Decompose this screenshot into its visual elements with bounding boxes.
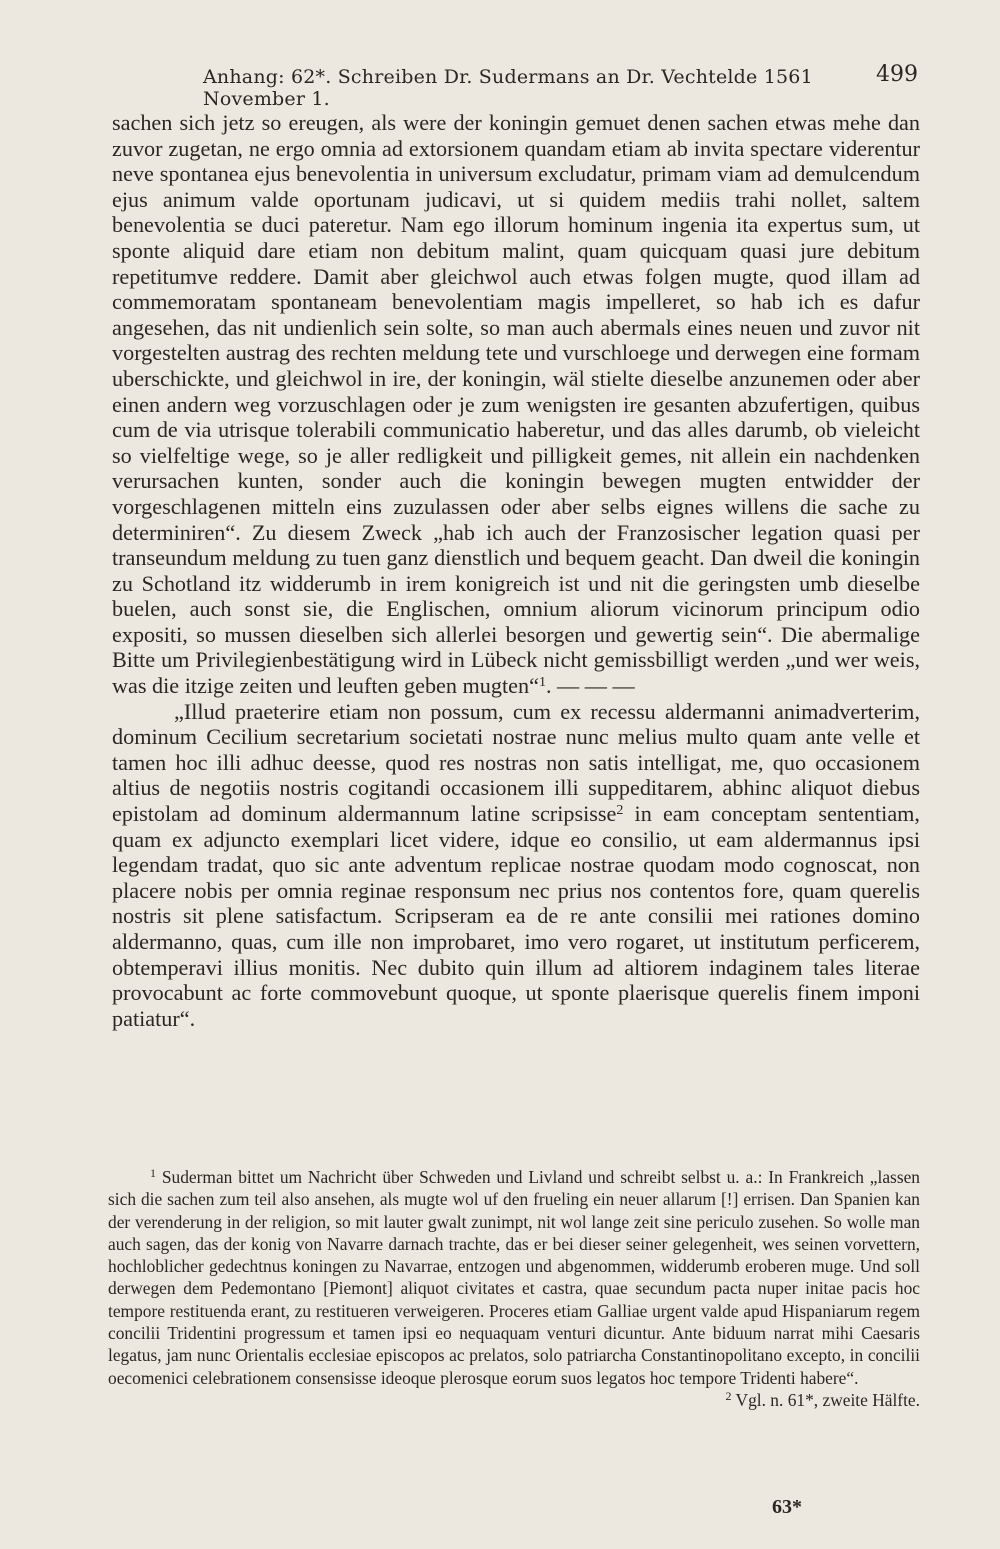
footnote-marker: 2 — [725, 1388, 732, 1403]
paragraph-text: in eam conceptam sententiam, quam ex adjuncto exemplari licet videre, idque eo consilio, ut eam aldermannus ipsi legendam tradat, quo sic ante adventum replicae nostrae quodam modo cognoscat, non placere nobis per omnia reginae responsum nec prius nos contentos fore, quam querelis nostris sit plene satisfactum. Scripseram ea de re ante consilii mei rationes domino aldermanno, quas, cum ille non improbaret, imo vero rogaret, ut institutum perficerem, obtemperavi illius monitis. Nec dubito quin illum ad altiorem indaginem tales literae provocabunt ac forte commovebunt quoque, ut sponte plaerisque querelis finem imponi patiatur“. — [112, 801, 920, 1031]
signature-mark: 63* — [772, 1496, 802, 1518]
paragraph — [112, 110, 920, 699]
page-number: 499 — [876, 62, 918, 87]
paragraph-tail: . — — — — [545, 673, 635, 699]
footnote-ref: 2 — [616, 803, 624, 819]
footnote-text: Suderman bittet um Nachricht über Schweden und Livland und schreibt selbst u. a.: In Frankreich „lassen sich die sachen zum teil also ansehen, als mugte wol uf den frueling ein neuer allarum [!] errisen. Dan Spanien kan der verenderung in der religion, so mit lauter gwalt zunimpt, nit wol lange zeit sine periculo zusehen. So wolle man auch sagen, das der konig von Navarre darnach trachte, das er bei dieser seiner gelegenheit, wes seinen vorvettern, hochloblicher gedechtnus koningen zu Navarrae, entzogen und abgenommen, widderumb eroberen muge. Und soll derwegen dem Pedemontano [Piemont] aliquot civitates et castra, quae secundum pacta nuper initae pacis hoc tempore restituenda erant, zu restitueren verweigeren. Proceres etiam Galliae urgent valde apud Hispaniarum regem concilii Tridentini progressum et tamen ipsi eo nequaquam venturi dicuntur. Ante biduum narrat mihi Caesaris legatus, jam nunc Orientalis ecclesiae episcopos ac prelatos, solo patriarcha Constantinopolitano excepto, in concilii oecomenici celebrationem consensisse ideoque plerosque eorum suos legatos hoc tempore Tridenti habere“. — [108, 1167, 920, 1388]
paragraph-text: sachen sich jetz so ereugen, als were der koningin gemuet denen sachen etwas mehe dan zuvor zugetan, ne ergo omnia ad extorsionem quandam etiam ab invita spectare viderentur neve spontanea ejus benevolentia in universum excludatur, primam viam ad demulcendum ejus animum valde oportunam judicavi, ut si quidem mediis trahi nollet, saltem benevolentia se duci pateretur. Nam ego illorum hominum ingenia ita expertus sum, ut sponte aliquid dare etiam non debitum malint, quam quicquam quasi jure debitum repetitumve reddere. Damit aber gleichwol auch etwas folgen mugte, quod illam ad commemoratam spontaneam benevolentiam magis impelleret, so hab ich es dafur angesehen, das nit undienlich sein solte, so man auch abermals eines neuen und zuvor nit vorgestelten austrag des rechten meldung tete und vurschloege und derwegen eine formam uberschickte, und gleichwol in ire, der koningin, wäl stielte dieselbe anzunemen oder aber einen andern weg vorzuschlagen oder je zum wenigsten ire gesanten abzufertigen, quibus cum de via utrisque tolerabili communicatio haberetur, und das alles darumb, ob vieleicht so vielfeltige wege, so je aller redligkeit und pilligkeit gemes, nit allein ein nachdenken verursachen kunten, sonder auch die koningin bewegen mugten entwidder der vorgeschlagenen mitteln eins zuzulassen oder aber selbs eignes willens die sache zu determiniren“. Zu diesem Zweck „hab ich auch der Franzosischer legation quasi per transeundum meldung zu tuen ganz dienstlich und bequem geacht. Dan dweil die koningin zu Schotland itz widderumb in irem konigreich ist und nit die geringsten umb dieselbe buelen, auch sonst sie, die Englischen, omnium aliorum vicinorum principum odio expositi, so mussen dieselben sich allerlei besorgen und gewertig sein“. Die abermalige Bitte um Privilegienbestätigung wird in Lübeck nicht gemissbilligt werden „und wer weis, was die itzige zeiten und leuften geben mugten“ — [112, 110, 920, 699]
paragraph — [112, 699, 920, 1032]
paragraph-text: „Illud praeterire etiam non possum, cum ex recessu aldermanni animadverterim, dominum Cecilium secretarium societati nostrae nunc melius multo quam ante velle et tamen hoc illi adhuc deesse, quod res nostras non satis intelligat, me, quo occasionem altius de negotiis nostris cogitandi occasionem illi suppeditarem, abhinc aliquot diebus epistolam ad dominum aldermannum latine scripsisse — [112, 698, 920, 827]
main-text — [112, 110, 920, 1031]
running-title: Anhang: 62*. Schreiben Dr. Sudermans an Dr. Vechtelde 1561 November 1. — [203, 66, 813, 110]
footnote — [108, 1166, 920, 1410]
footnote-ref: 1 — [538, 675, 546, 691]
footnotes — [108, 1166, 920, 1411]
page-header — [115, 62, 918, 110]
footnote-text: Vgl. n. 61*, zweite Hälfte. — [731, 1389, 920, 1410]
footnote-marker: 1 — [150, 1166, 156, 1180]
